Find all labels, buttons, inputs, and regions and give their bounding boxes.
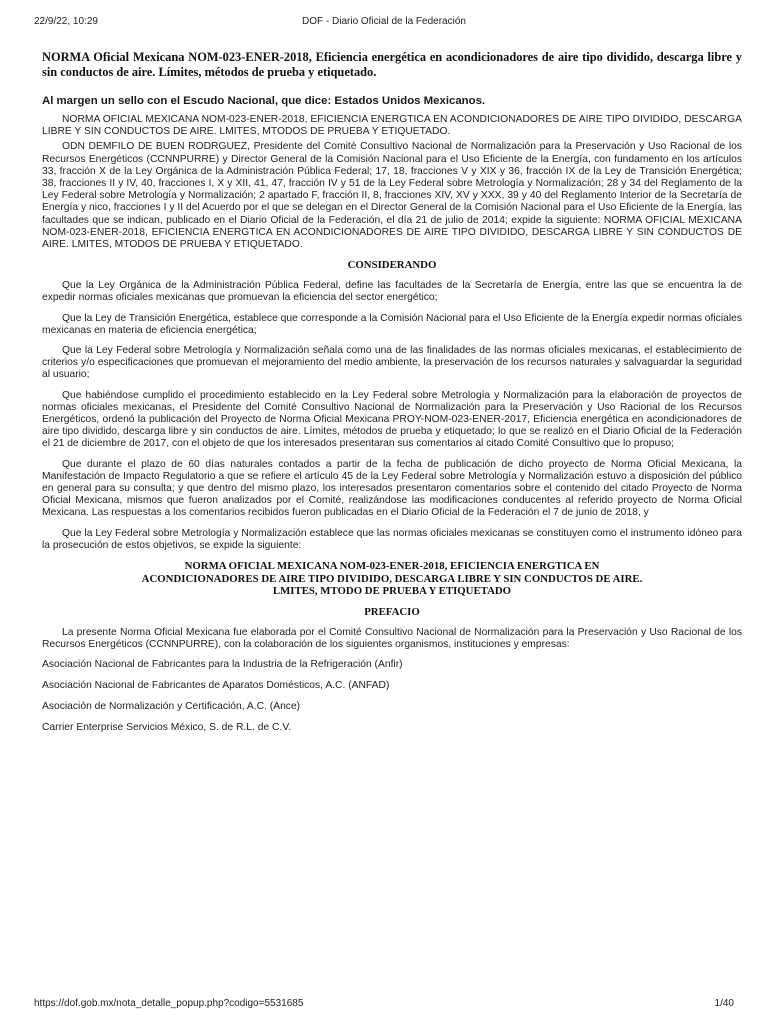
print-header [34,16,734,30]
organization-item: Carrier Enterprise Servicios México, S. de R.L. de C.V. [42,722,292,734]
considerando-heading: CONSIDERANDO [347,259,437,272]
print-url: https://dof.gob.mx/nota_detalle_popup.php?codigo=5531685 [34,998,304,1009]
considerando-paragraph: Que la Ley Orgánica de la Administración Pública Federal, define las facultades de la Secretaría de Energía, entre las que se encuentra la de expedir normas oficiales mexicanas que promuevan la eficiencia del sector energético; [42,280,742,304]
page-indicator: 1/40 [714,998,734,1009]
prefacio-heading: PREFACIO [364,605,420,618]
norm-title-line: NORMA OFICIAL MEXICANA NOM-023-ENER-2018, EFICIENCIA ENERGTICA EN [184,560,600,573]
intro-paragraph: NORMA OFICIAL MEXICANA NOM-023-ENER-2018, EFICIENCIA ENERGTICA EN ACONDICIONADORES DE AIRE TIPO DIVIDIDO, DESCARGA LIBRE Y SIN CONDUCTOS DE AIRE. LMITES, MTODOS DE PRUEBA Y ETIQUETADO. [42,114,742,138]
considerando-paragraph: Que la Ley Federal sobre Metrología y Normalización establece que las normas oficiales mexicanas se constituyen como el instrumento idóneo para la prosecución de estos objetivos, se expide la siguiente: [42,527,742,551]
prefacio-paragraph: La presente Norma Oficial Mexicana fue elaborada por el Comité Consultivo Nacional de Normalización para la Preservación y Uso Racional de los Recursos Energéticos (CCNNPURRE), con la colaboración de los siguientes organismos, instituciones y empresas: [42,626,742,651]
norm-title [42,560,742,598]
print-datetime: 22/9/22, 10:29 [34,16,98,27]
considerando-paragraph: Que durante el plazo de 60 días naturales contados a partir de la fecha de publicación de dicho proyecto de Norma Oficial Mexicana, la Manifestación de Impacto Regulatorio a que se refiere el artículo 45 de la Ley Federal sobre Metrología y Normalización estuvo a disposición del público en general para su consulta; y que dentro del mismo plazo, los interesados presentaron comentarios sobre el contenido del citado Proyecto de Norma Oficial Mexicana, mismos que fueron analizados por el Comité, realizándose las modificaciones conducentes al referido proyecto de Norma Oficial Mexicana. Las respuestas a los comentarios recibidos fueron publicadas en el Diario Oficial de la Federación el 7 de junio de 2018, y [42,458,742,519]
organization-item: Asociación Nacional de Fabricantes para la Industria de la Refrigeración (Anfir) [42,659,403,671]
norm-title-line: ACONDICIONADORES DE AIRE TIPO DIVIDIDO, DESCARGA LIBRE Y SIN CONDUCTOS DE AIRE. [141,572,643,585]
document-body [42,50,742,743]
seal-note: Al margen un sello con el Escudo Nacional, que dice: Estados Unidos Mexicanos. [42,95,486,107]
organization-item: Asociación Nacional de Fabricantes de Aparatos Domésticos, A.C. (ANFAD) [42,680,390,692]
print-page-title: DOF - Diario Oficial de la Federación [302,16,466,27]
intro-paragraph: ODN DEMFILO DE BUEN RODRGUEZ, Presidente del Comité Consultivo Nacional de Normalización para la Preservación y Uso Racional de los Recursos Energéticos (CCNNPURRE) y Director General de la Comisión Nacional para el Uso Eficiente de la Energía, con fundamento en los artículos 33, fracción X de la Ley Orgánica de la Administración Pública Federal; 17, 18, fracciones V y XIX y 36, fracción IX de la Ley de Transición Energética; 38, fracciones II y IV, 40, fracciones I, X y XII, 41, 47, fracción IV y 51 de la Ley Federal sobre Metrología y Normalización; 28 y 34 del Reglamento de la Ley Federal sobre Metrología y Normalización; 2 apartado F, fracción II, 8, fracciones XIV, XV y XXX, 39 y 40 del Reglamento Interior de la Secretaría de Energía y nico, fracciones I y II del Acuerdo por el que se delegan en el Director General de la Comisión Nacional para el Uso Eficiente de la Energía, las facultades que se indican, publicado en el Diario Oficial de la Federación, el día 21 de julio de 2014; expide la siguiente: NORMA OFICIAL MEXICANA NOM-023-ENER-2018, EFICIENCIA ENERGTICA EN ACONDICIONADORES DE AIRE TIPO DIVIDIDO, DESCARGA LIBRE Y SIN CONDUCTOS DE AIRE. LMITES, MTODOS DE PRUEBA Y ETIQUETADO. [42,141,742,251]
considerando-paragraph: Que la Ley de Transición Energética, establece que corresponde a la Comisión Nacional para el Uso Eficiente de la Energía expedir normas oficiales mexicanas en materia de eficiencia energética; [42,312,742,336]
organization-item: Asociación de Normalización y Certificación, A.C. (Ance) [42,701,301,713]
document-title: NORMA Oficial Mexicana NOM-023-ENER-2018, Eficiencia energética en acondicionadores de aire tipo dividido, descarga libre y sin conductos de aire. Límites, métodos de prueba y etiquetado. [42,50,742,79]
print-footer [34,998,734,1012]
considerando-paragraph: Que la Ley Federal sobre Metrología y Normalización señala como una de las finalidades de las normas oficiales mexicanas, el establecimiento de criterios y/o especificaciones que promuevan el mejoramiento del medio ambiente, la preservación de los recursos naturales y salvaguardar la seguridad al usuario; [42,345,742,381]
considerando-paragraph: Que habiéndose cumplido el procedimiento establecido en la Ley Federal sobre Metrología y Normalización para la elaboración de proyectos de normas oficiales mexicanas, el Presidente del Comité Consultivo Nacional de Normalización para la Preservación y Uso Racional de los Recursos Energéticos, ordenó la publicación del Proyecto de Norma Oficial Mexicana PROY-NOM-023-ENER-2017, Eficiencia energética en acondicionadores de aire tipo dividido, descarga libre y sin conductos de aire. Límites, métodos de prueba y etiquetado; lo que se realizó en el Diario Oficial de la Federación el 21 de diciembre de 2017, con el objeto de que los interesados presentaran sus comentarios al citado Comité Consultivo que lo propuso; [42,389,742,450]
norm-title-line: LMITES, MTODO DE PRUEBA Y ETIQUETADO [272,585,512,598]
